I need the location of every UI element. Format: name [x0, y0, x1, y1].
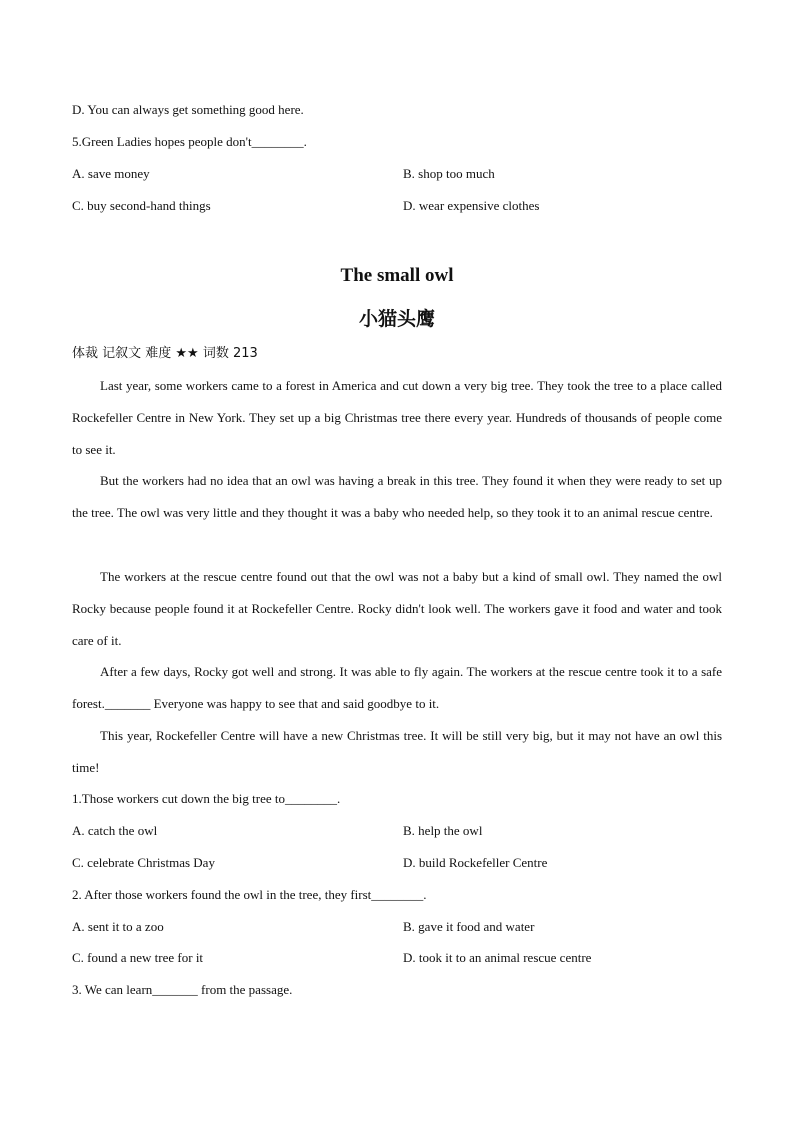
paragraph-1: Last year, some workers came to a forest in America and cut down a very big tree. They took the tree to a place called Rockefeller Centre in New York. They set up a big Christmas tree there every year. Hundreds of thousands of people come to see it. — [72, 378, 722, 457]
q5-option-a: A. save money — [72, 166, 150, 181]
q1-option-d: D. build Rockefeller Centre — [403, 855, 548, 870]
article-title-en: The small owl — [340, 265, 454, 286]
article-title-zh: 小猫头鹰 — [358, 308, 435, 330]
q5-option-d: D. wear expensive clothes — [403, 198, 540, 213]
paragraph-4: After a few days, Rocky got well and strong. It was able to fly again. The workers at the rescue centre took it to a safe forest._______ Everyone was happy to see that and said goodbye to it. — [72, 664, 722, 711]
q2-option-c: C. found a new tree for it — [72, 950, 204, 965]
q2-option-b: B. gave it food and water — [403, 919, 535, 934]
q2-option-a: A. sent it to a zoo — [72, 919, 164, 934]
q4-option-d: D. You can always get something good here. — [72, 102, 304, 117]
paragraph-5: This year, Rockefeller Centre will have a new Christmas tree. It will be still very big, but it may not have an owl this time! — [72, 728, 722, 775]
article-meta: 体裁 记叙文 难度 ★★ 词数 213 — [72, 346, 258, 361]
q1-stem: 1.Those workers cut down the big tree to________. — [72, 791, 341, 806]
paragraph-3: The workers at the rescue centre found out that the owl was not a baby but a kind of small owl. They named the owl Rocky because people found it at Rockefeller Centre. Rocky didn't look well. The workers gave it food and water and took care of it. — [72, 569, 722, 648]
q5-stem: 5.Green Ladies hopes people don't________. — [72, 134, 307, 149]
q2-stem: 2. After those workers found the owl in the tree, they first________. — [72, 887, 427, 902]
q1-option-b: B. help the owl — [403, 823, 483, 838]
q3-stem: 3. We can learn_______ from the passage. — [72, 982, 293, 997]
q5-option-c: C. buy second-hand things — [72, 198, 211, 213]
q5-option-b: B. shop too much — [403, 166, 495, 181]
q1-option-a: A. catch the owl — [72, 823, 158, 838]
q1-option-c: C. celebrate Christmas Day — [72, 855, 215, 870]
paragraph-2: But the workers had no idea that an owl was having a break in this tree. They found it when they were ready to set up the tree. The owl was very little and they thought it was a baby who needed help, so they took it to an animal rescue centre. — [72, 473, 722, 520]
q2-option-d: D. took it to an animal rescue centre — [403, 950, 592, 965]
